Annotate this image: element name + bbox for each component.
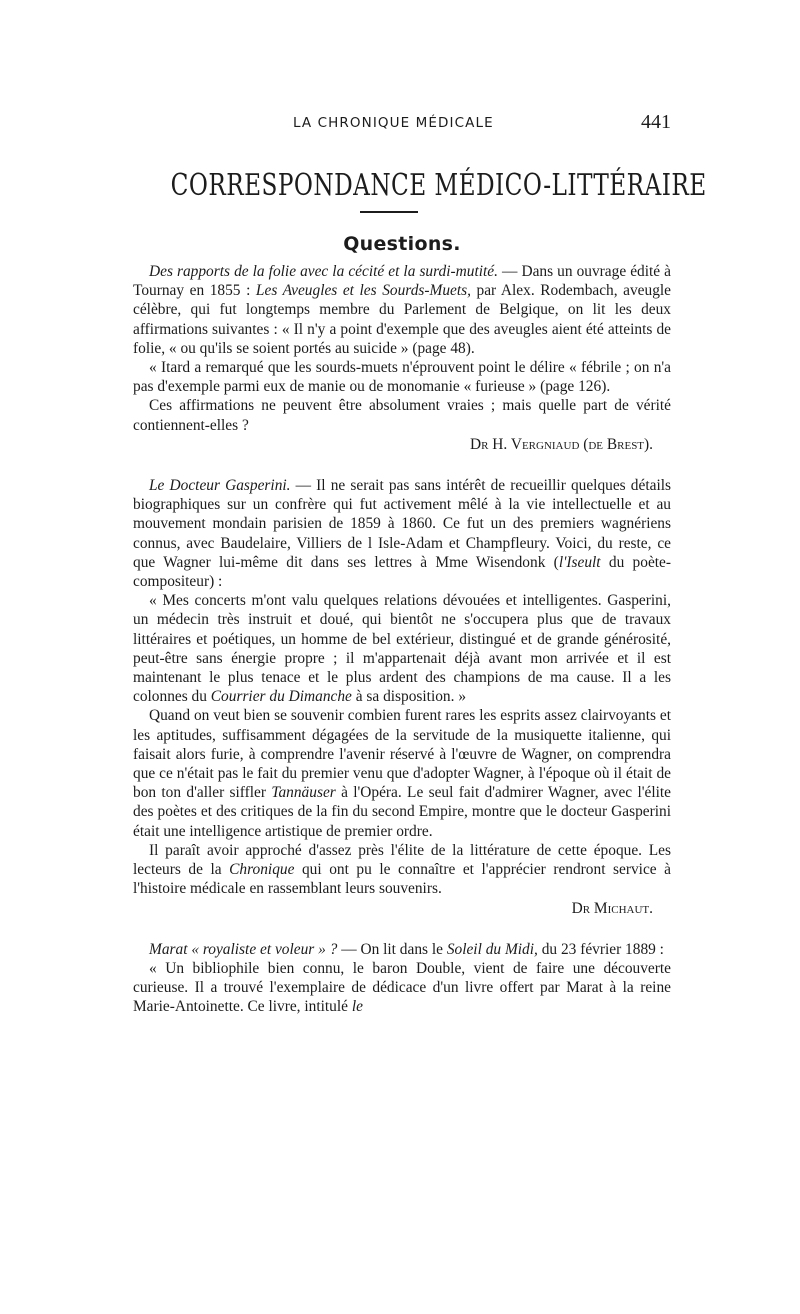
q1-paragraph-2: « Itard a remarqué que les sourds-muets n'éprouvent point le délire « fébrile ; on n'a pas d'exemple parmi eux de manie ou de monomanie « furieuse » (page 126).	[133, 359, 671, 396]
article-body	[133, 262, 671, 1017]
q2-paragraph-1: Le Docteur Gasperini. — Il ne serait pas sans intérêt de recueillir quelques détails biographiques sur un confrère qui fut activement mêlé à la vie intellectuelle et au mouvement mondain parisien de 1859 à 1860. Ce fut un des premiers wagnériens connus, avec Baudelaire, Villiers de l Isle-Adam et Champfleury. Voici, du reste, ce que Wagner lui-même dit dans ses lettres à Mme Wisendonk (l'Iseult du poète-compositeur) :	[133, 477, 672, 591]
q1-paragraph-1: Des rapports de la folie avec la cécité et la surdi-mutité. — Dans un ouvrage édité à Tournay en 1855 : Les Aveugles et les Sourds-Muets, par Alex. Rodembach, aveugle célèbre, qui fut longtemps membre du Parlement de Belgique, on lit les deux affirmations suivantes : « Il n'y a point d'exemple que des aveugles aient été atteints de folie, « ou qu'ils se soient portés au suicide » (page 48).	[133, 263, 672, 357]
q1-book-title: Les Aveugles et les Sourds-Muets,	[255, 282, 471, 300]
section-heading: Questions.	[343, 233, 461, 255]
q2-paragraph-3: Quand on veut bien se souvenir combien furent rares les esprits assez clairvoyants et les aptitudes, suffisamment dégagées de la servitude de la musiquette italienne, qui faisait alors furie, à comprendre l'avenir réservé à l'œuvre de Wagner, on comprendra que ce n'était pas le fait du premier venu que d'adopter Wagner, à l'époque où il était de bon ton d'aller siffler Tannäuser à l'Opéra. Le seul fait d'admirer Wagner, avec l'élite des poètes et des critiques de la fin du second Empire, montre que le docteur Gasperini était une intelligence artistique de premier ordre.	[133, 707, 672, 840]
q2-paragraph-2: « Mes concerts m'ont valu quelques relations dévouées et intelligentes. Gasperini, un médecin très instruit et doué, qui bientôt ne s'occupera plus que de travaux littéraires et poétiques, un homme de bel extérieur, distingué et de grande générosité, peut-être sans énergie propre ; il m'appartenait déjà avant mon arrivée et il est maintenant le plus tenace et le plus ardent des champions de ma cause. Il a les colonnes du Courrier du Dimanche à sa disposition. »	[133, 592, 671, 706]
q1-signature: Dr H. Vergniaud (de Brest).	[470, 435, 653, 453]
q1-topic: Des rapports de la folie avec la cécité et la surdi-mutité.	[149, 263, 498, 280]
q3-topic: Marat « royaliste et voleur » ?	[149, 940, 338, 958]
q1-paragraph-3: Ces affirmations ne peuvent être absolument vraies ; mais quelle part de vérité contiennent-elles ?	[133, 397, 671, 434]
running-head	[133, 113, 671, 141]
q2-paragraph-4: Il paraît avoir approché d'assez près l'élite de la littérature de cette époque. Les lecteurs de la Chronique qui ont pu le connaître et l'apprécier rendront service à l'histoire médicale en rassemblant leurs souvenirs.	[133, 841, 671, 898]
q3-paragraph-2: « Un bibliophile bien connu, le baron Double, vient de faire une découverte curieuse. Il a trouvé l'exemplaire de dédicace d'un livre offert par Marat à la reine Marie-Antoinette. Ce livre, intitulé le	[133, 959, 671, 1016]
q2-signature: Dr Michaut.	[571, 899, 653, 917]
q2-topic: Le Docteur Gasperini.	[149, 477, 291, 495]
page-number: 441	[641, 111, 671, 133]
title-rule	[360, 211, 418, 213]
running-title: LA CHRONIQUE MÉDICALE	[293, 115, 494, 131]
page-title: CORRESPONDANCE MÉDICO-LITTÉRAIRE	[170, 168, 707, 203]
q3-paragraph-1: Marat « royaliste et voleur » ? — On lit dans le Soleil du Midi, du 23 février 1889 :	[149, 940, 664, 958]
